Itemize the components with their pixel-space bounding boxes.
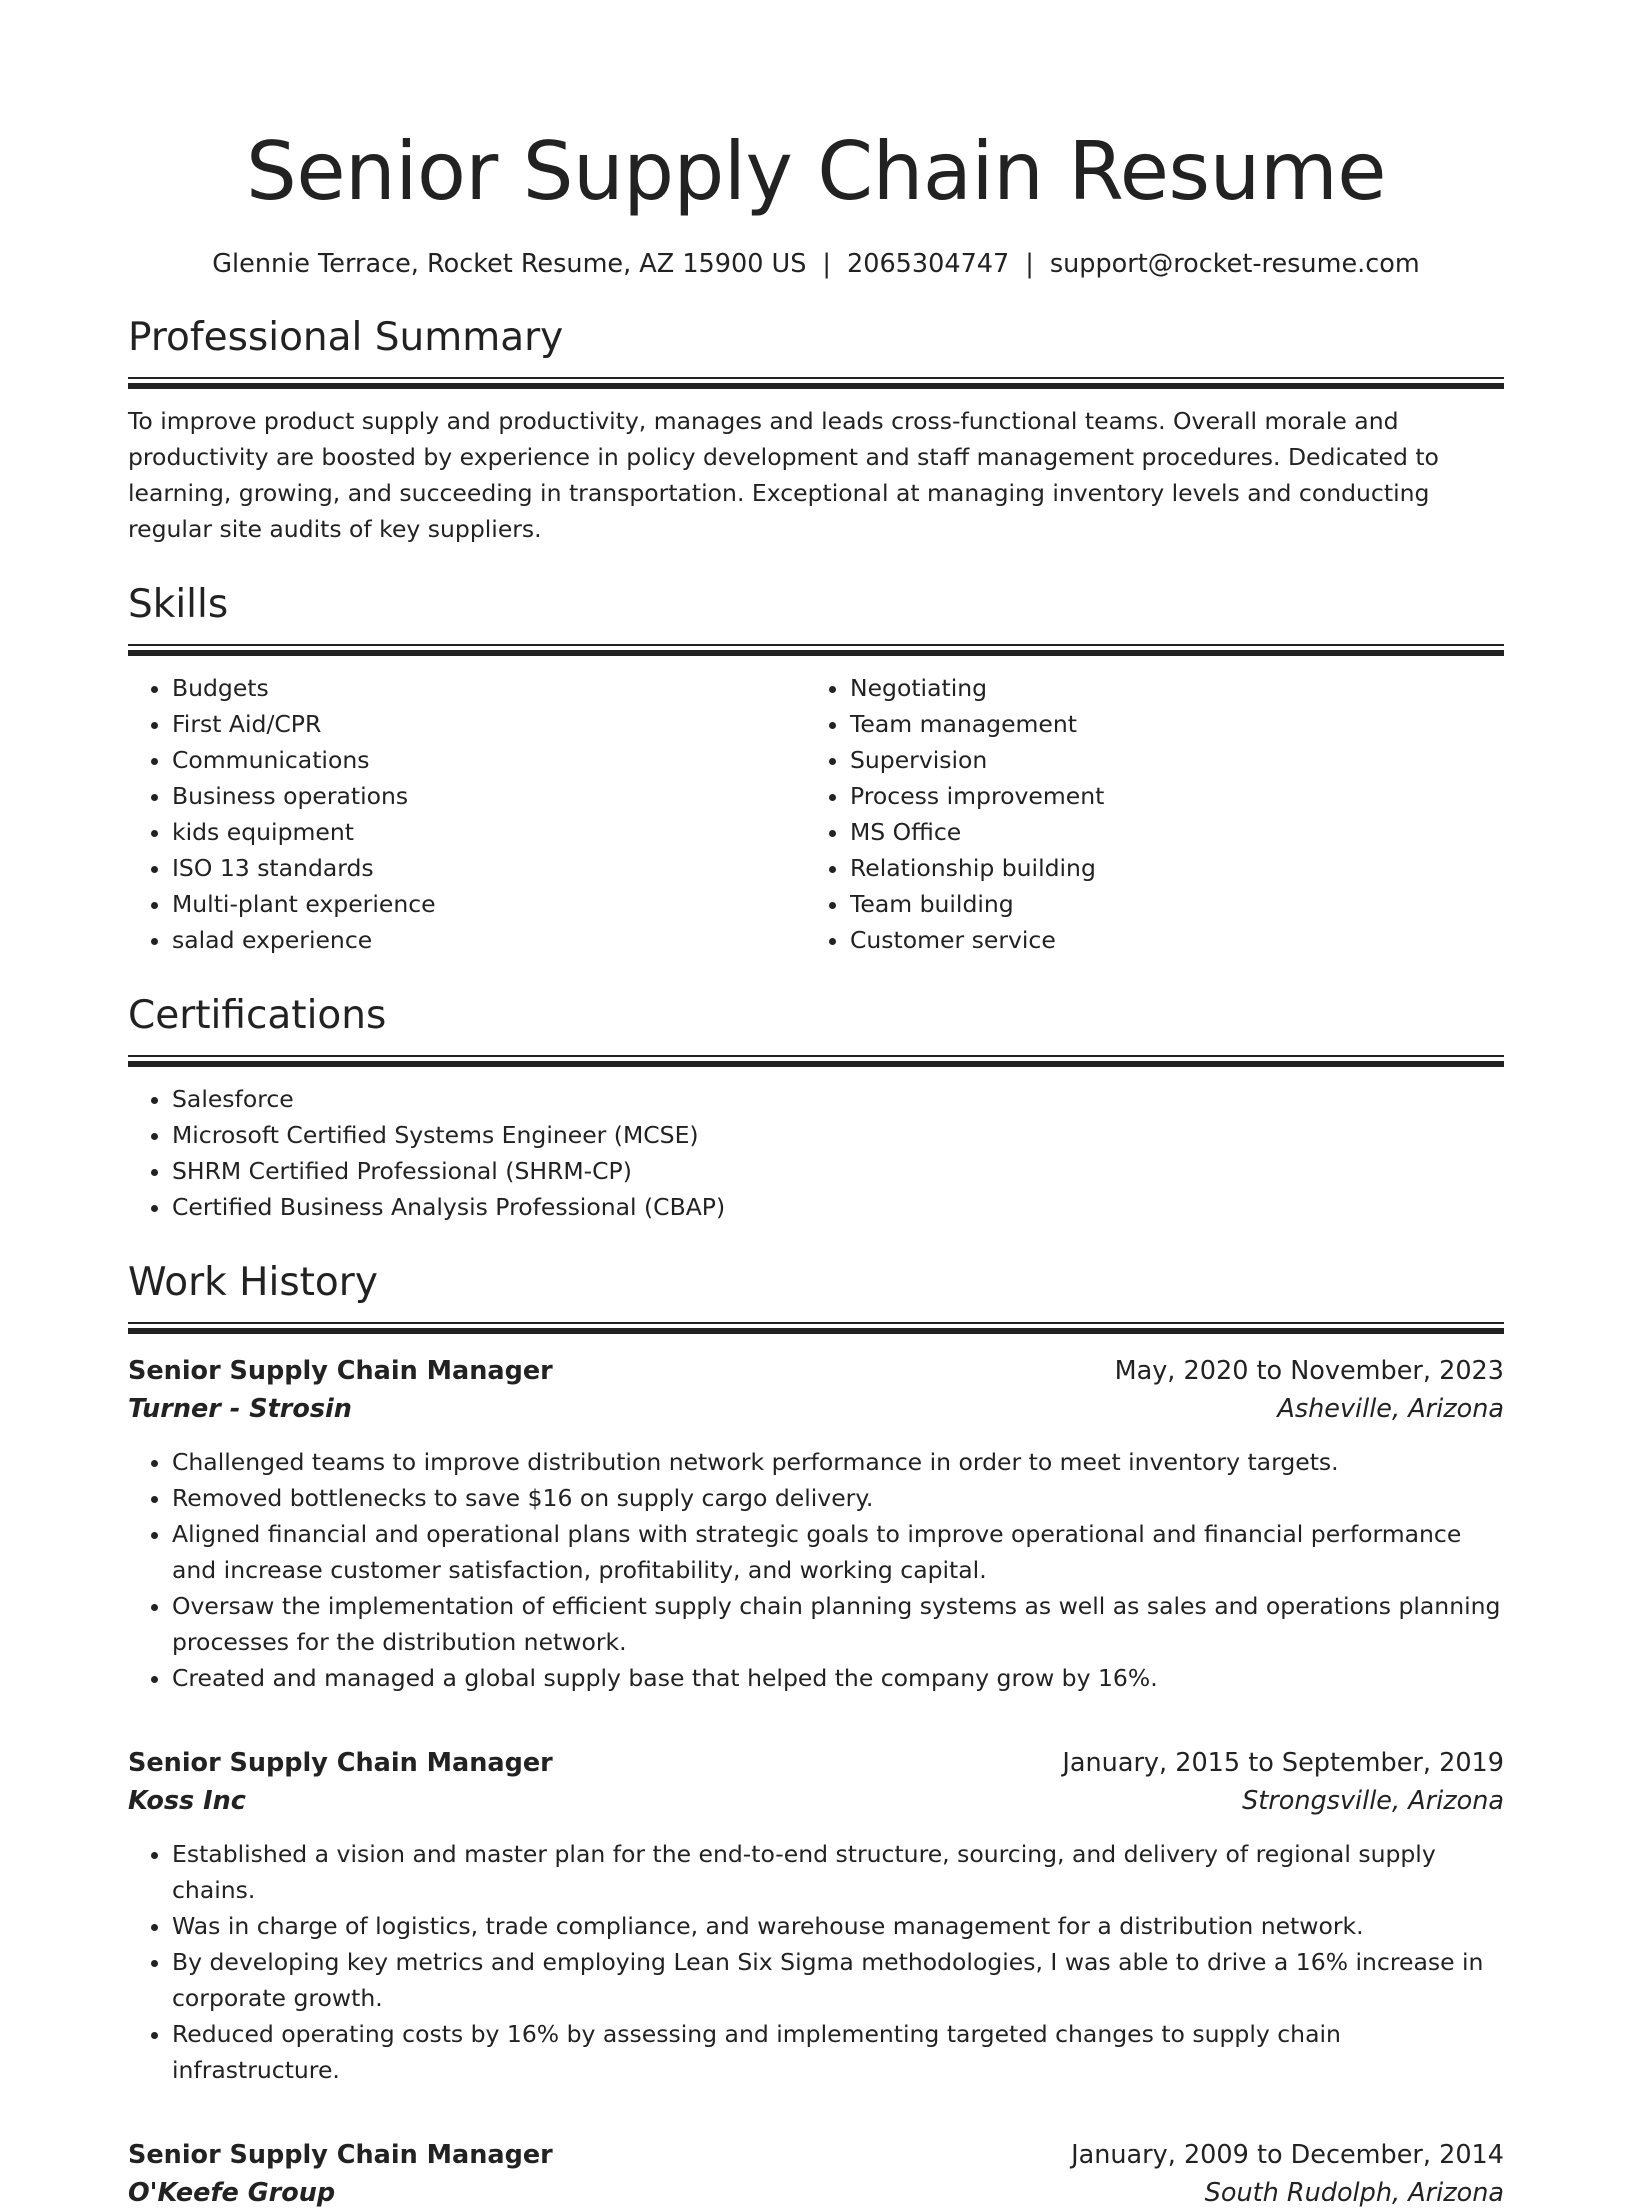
section-divider xyxy=(128,377,1504,389)
section-title-certifications: Certifications xyxy=(128,993,387,1038)
section-title-summary: Professional Summary xyxy=(128,315,564,360)
job-bullet: • Reduced operating costs by 16% by assessing and implementing targeted changes to supply chain infrastructure. xyxy=(172,2016,1504,2088)
job-bullet: • Challenged teams to improve distribution network performance in order to meet inventory targets. xyxy=(172,1444,1504,1480)
job-bullet: • Was in charge of logistics, trade compliance, and warehouse management for a distribution network. xyxy=(172,1908,1504,1944)
skill-item: • Budgets xyxy=(172,670,806,706)
job-company: Koss Inc xyxy=(128,1786,246,1816)
summary-section xyxy=(128,314,1504,547)
skills-section xyxy=(128,581,1504,958)
skills-grid xyxy=(128,670,1504,958)
job-company-row xyxy=(128,1390,1504,1428)
contact-separator: | xyxy=(1025,249,1034,279)
job-location: Asheville, Arizona xyxy=(1277,1394,1504,1424)
job-bullet: • Created and managed a global supply base that helped the company grow by 16%. xyxy=(172,1660,1504,1696)
contact-phone: 2065304747 xyxy=(847,249,1010,279)
job-entry xyxy=(128,1352,1504,1696)
certification-item: • Salesforce xyxy=(172,1081,1504,1117)
job-bullet: • Established a vision and master plan for the end-to-end structure, sourcing, and delivery of regional supply chains. xyxy=(172,1836,1504,1908)
job-company: O'Keefe Group xyxy=(128,2178,336,2208)
skill-item: • Multi-plant experience xyxy=(172,886,806,922)
skill-item: • Business operations xyxy=(172,778,806,814)
work-history-section xyxy=(128,1259,1504,2212)
skills-list-right xyxy=(806,670,1484,958)
job-dates: January, 2009 to December, 2014 xyxy=(1071,2140,1504,2170)
job-bullet: • By developing key metrics and employing Lean Six Sigma methodologies, I was able to drive a 16% increase in corporate growth. xyxy=(172,1944,1504,2016)
job-header-row xyxy=(128,1352,1504,1390)
skill-item: • First Aid/CPR xyxy=(172,706,806,742)
job-bullet: • Oversaw the implementation of efficient supply chain planning systems as well as sales and operations planning processes for the distribution network. xyxy=(172,1588,1504,1660)
section-title-work-history: Work History xyxy=(128,1260,378,1305)
section-divider xyxy=(128,1322,1504,1334)
skill-item: • Supervision xyxy=(850,742,1484,778)
skill-item: • kids equipment xyxy=(172,814,806,850)
job-bullet: • Aligned financial and operational plans with strategic goals to improve operational and financial performance and increase customer satisfaction, profitability, and working capital. xyxy=(172,1516,1504,1588)
certification-item: • SHRM Certified Professional (SHRM-CP) xyxy=(172,1153,1504,1189)
skill-item: • Relationship building xyxy=(850,850,1484,886)
job-bullets xyxy=(128,1836,1504,2088)
skill-item: • Communications xyxy=(172,742,806,778)
contact-line xyxy=(128,248,1504,280)
job-company-row xyxy=(128,1782,1504,1820)
skill-item: • Team management xyxy=(850,706,1484,742)
job-company-row xyxy=(128,2174,1504,2212)
contact-separator: | xyxy=(822,249,831,279)
job-bullets xyxy=(128,1444,1504,1696)
resume-title: Senior Supply Chain Resume xyxy=(246,125,1386,218)
job-entry xyxy=(128,2136,1504,2212)
section-title-skills: Skills xyxy=(128,582,229,627)
skill-item: • Team building xyxy=(850,886,1484,922)
section-divider xyxy=(128,644,1504,656)
job-header-row xyxy=(128,1744,1504,1782)
resume-page xyxy=(128,0,1504,2212)
skill-item: • MS Office xyxy=(850,814,1484,850)
certifications-list xyxy=(128,1081,1504,1225)
job-entry xyxy=(128,1744,1504,2088)
skill-item: • ISO 13 standards xyxy=(172,850,806,886)
skills-list-left xyxy=(128,670,806,958)
job-dates: January, 2015 to September, 2019 xyxy=(1062,1748,1504,1778)
job-bullet: • Removed bottlenecks to save $16 on supply cargo delivery. xyxy=(172,1480,1504,1516)
job-title: Senior Supply Chain Manager xyxy=(128,1748,553,1778)
job-title: Senior Supply Chain Manager xyxy=(128,1356,553,1386)
job-location: South Rudolph, Arizona xyxy=(1204,2178,1504,2208)
skill-item: • Customer service xyxy=(850,922,1484,958)
certification-item: • Microsoft Certified Systems Engineer (MCSE) xyxy=(172,1117,1504,1153)
certifications-section xyxy=(128,992,1504,1225)
skill-item: • salad experience xyxy=(172,922,806,958)
job-title: Senior Supply Chain Manager xyxy=(128,2140,553,2170)
job-location: Strongsville, Arizona xyxy=(1242,1786,1504,1816)
summary-text: To improve product supply and productivity, manages and leads cross-functional teams. Overall morale and productivity are boosted by experience in policy development and staff management procedures. Dedicated to learning, growing, and succeeding in transportation. Exceptional at managing inventory levels and conducting regular site audits of key suppliers. xyxy=(128,407,1439,543)
section-divider xyxy=(128,1055,1504,1067)
certification-item: • Certified Business Analysis Professional (CBAP) xyxy=(172,1189,1504,1225)
skill-item: • Process improvement xyxy=(850,778,1484,814)
contact-email: support@rocket-resume.com xyxy=(1049,249,1420,279)
skill-item: • Negotiating xyxy=(850,670,1484,706)
job-header-row xyxy=(128,2136,1504,2174)
contact-address: Glennie Terrace, Rocket Resume, AZ 15900 US xyxy=(212,249,807,279)
job-company: Turner - Strosin xyxy=(128,1394,352,1424)
job-dates: May, 2020 to November, 2023 xyxy=(1114,1356,1504,1386)
